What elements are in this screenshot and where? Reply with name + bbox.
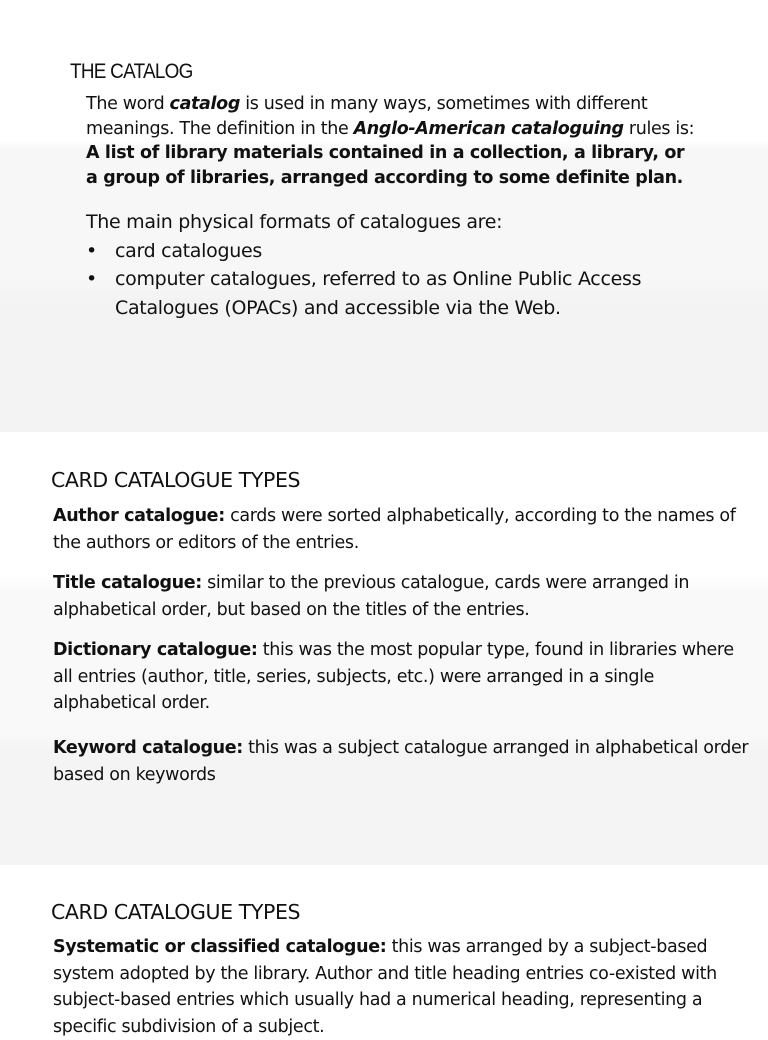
format-label: card catalogues xyxy=(115,239,262,262)
definition-text xyxy=(86,92,696,190)
formats-lead: The main physical formats of catalogues are: xyxy=(86,211,503,233)
entry-description: this was a subject catalogue arranged in alphabetical order based on keywords xyxy=(53,738,749,785)
entry-term: Dictionary catalogue: xyxy=(53,640,258,660)
slide-heading: CARD CATALOGUE TYPES xyxy=(51,468,301,492)
text-run: is used in many ways, sometimes with different meanings. The definition in the xyxy=(86,94,648,139)
term-catalog: catalog xyxy=(169,94,241,114)
entry-description: similar to the previous catalogue, cards were arranged in alphabetical order, but based on the titles of the entries. xyxy=(53,573,690,620)
slide-the-catalog xyxy=(0,0,768,432)
entry-description: this was arranged by a subject-based system adopted by the library. Author and title heading entries co-existed with subject-based entries which usually had a numerical heading, representing a specific subdivision of a subject. xyxy=(53,937,717,1037)
entry-term: Systematic or classified catalogue: xyxy=(53,937,387,957)
entry-description: this was the most popular type, found in libraries where all entries (author, title, series, subjects, etc.) were arranged in a single alphabetical order. xyxy=(53,640,734,713)
list-item xyxy=(86,237,696,266)
slide-title: THE CATALOG xyxy=(70,60,193,83)
formats-list xyxy=(86,237,696,323)
definition-bold: A list of library materials contained in a collection, a library, or a group of libraries, arranged according to some definite plan. xyxy=(86,143,685,188)
slide-heading: CARD CATALOGUE TYPES xyxy=(51,900,301,924)
text-run: The word xyxy=(86,94,170,114)
catalog-definition-paragraph xyxy=(86,92,696,190)
catalogue-type-entry xyxy=(53,934,753,1040)
format-label: computer catalogues, referred to as Online Public Access Catalogues (OPACs) and accessible via the Web. xyxy=(115,268,642,319)
bullet-icon: • xyxy=(86,239,97,262)
bullet-icon: • xyxy=(86,268,97,290)
slide-card-catalogue-types-2 xyxy=(0,866,768,1037)
entry-term: Keyword catalogue: xyxy=(53,738,243,758)
catalogue-type-entry xyxy=(53,637,753,717)
catalogue-type-entry xyxy=(53,570,753,623)
entry-description: cards were sorted alphabetically, according to the names of the authors or editors of the entries. xyxy=(53,506,736,553)
catalogue-type-entry xyxy=(53,735,753,788)
entry-term: Title catalogue: xyxy=(53,573,202,593)
entry-term: Author catalogue: xyxy=(53,506,225,526)
term-aacr: Anglo-American cataloguing xyxy=(353,118,624,139)
physical-formats xyxy=(86,208,696,322)
catalogue-type-entry xyxy=(53,503,753,556)
slide-card-catalogue-types-1 xyxy=(0,433,768,865)
list-item xyxy=(86,265,696,322)
text-run: rules is: xyxy=(623,118,695,139)
